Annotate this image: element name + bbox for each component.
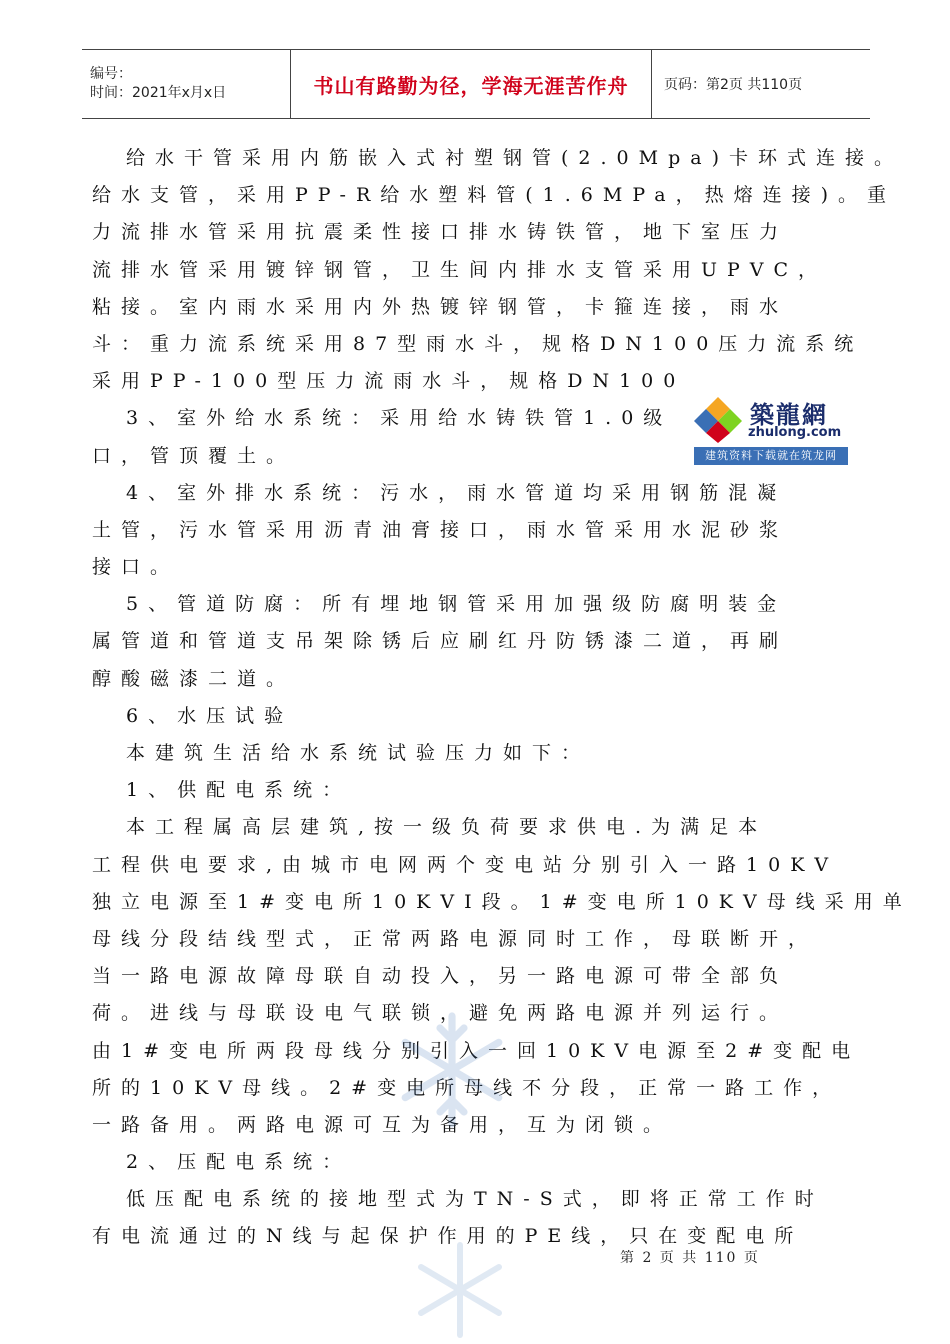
- text-line: 一路备用。两路电源可互为备用，互为闭锁。: [92, 1113, 673, 1136]
- header-motto: 书山有路勤为径，学海无涯苦作舟: [290, 50, 652, 118]
- text-line: 采用PP-100型压力流雨水斗，规格DN100: [92, 370, 686, 393]
- header-page-info: 页码：第2页 共110页: [664, 77, 803, 93]
- header-meta: [82, 50, 290, 118]
- document-date: 时间：2021年x月x日: [90, 85, 227, 101]
- text-line: 工程供电要求,由城市电网两个变电站分别引入一路10KV: [92, 853, 839, 876]
- text-line: 1、供配电系统：: [126, 779, 352, 802]
- text-line: 有电流通过的N线与起保护作用的PE线，只在变配电所: [92, 1225, 804, 1248]
- text-line: 流排水管采用镀锌钢管，卫生间内排水支管采用UPVC，: [92, 258, 828, 281]
- text-line: 接口。: [92, 556, 180, 579]
- logo-domain: zhulong.com: [748, 425, 842, 440]
- text-line: 5、管道防腐：所有埋地钢管采用加强级防腐明装金: [126, 593, 787, 616]
- text-line: 2、压配电系统：: [126, 1151, 352, 1174]
- snowflake-watermark-icon: [392, 1010, 512, 1130]
- text-line: 当一路电源故障母联自动投入，另一路电源可带全部负: [92, 965, 789, 988]
- text-line: 低压配电系统的接地型式为TN-S式，即将正常工作时: [126, 1188, 824, 1211]
- text-line: 口，管顶覆土。: [92, 444, 296, 467]
- text-line: 所的10KV母线。2#变电所母线不分段，正常一路工作，: [92, 1076, 842, 1099]
- text-line: 母线分段结线型式，正常两路电源同时工作，母联断开，: [92, 927, 818, 950]
- text-line: 本工程属高层建筑,按一级负荷要求供电.为满足本: [126, 816, 768, 839]
- text-line: 土管，污水管采用沥青油膏接口，雨水管采用水泥砂浆: [92, 518, 789, 541]
- text-line: 斗：重力流系统采用87型雨水斗，规格DN100压力流系统: [92, 332, 864, 355]
- page-header: [82, 49, 870, 119]
- text-line: 给水干管采用内筋嵌入式衬塑钢管(2.0Mpa)卡环式连接。: [126, 147, 903, 169]
- text-line: 属管道和管道支吊架除锈后应刷红丹防锈漆二道，再刷: [92, 630, 789, 653]
- text-line: 4、室外排水系统：污水，雨水管道均采用钢筋混凝: [126, 481, 787, 504]
- logo-slogan: 建筑资料下载就在筑龙网: [694, 447, 848, 465]
- text-line: 独立电源至1#变电所10KVⅠ段。1#变电所10KV母线采用单: [92, 890, 912, 913]
- text-line: 由1#变电所两段母线分别引入一回10KV电源至2#变配电: [92, 1039, 861, 1062]
- document-number-label: 编号：: [90, 66, 132, 82]
- text-line: 3、室外给水系统：采用给水铸铁管1.0级: [126, 407, 673, 430]
- text-line: 力流排水管采用抗震柔性接口排水铸铁管，地下室压力: [92, 221, 789, 244]
- text-line: 6、水压试验: [126, 704, 294, 727]
- text-line: 醇酸磁漆二道。: [92, 667, 296, 690]
- zhulong-logo: [690, 393, 850, 471]
- text-line: 给水支管，采用PP-R给水塑料管(1.6MPa，热熔连接)。重: [92, 184, 897, 207]
- logo-name: 築龍網: [750, 400, 828, 429]
- text-line: 荷。进线与母联设电气联锁，避免两路电源并列运行。: [92, 1002, 789, 1025]
- zhulong-diamond-icon: [694, 395, 742, 443]
- text-line: 粘接。室内雨水采用内外热镀锌钢管，卡箍连接，雨水: [92, 295, 789, 318]
- text-line: 本建筑生活给水系统试验压力如下：: [126, 742, 591, 764]
- snowflake-watermark-icon-bottom: [410, 1240, 510, 1340]
- page-footer: 第 2 页 共 110 页: [620, 1250, 760, 1266]
